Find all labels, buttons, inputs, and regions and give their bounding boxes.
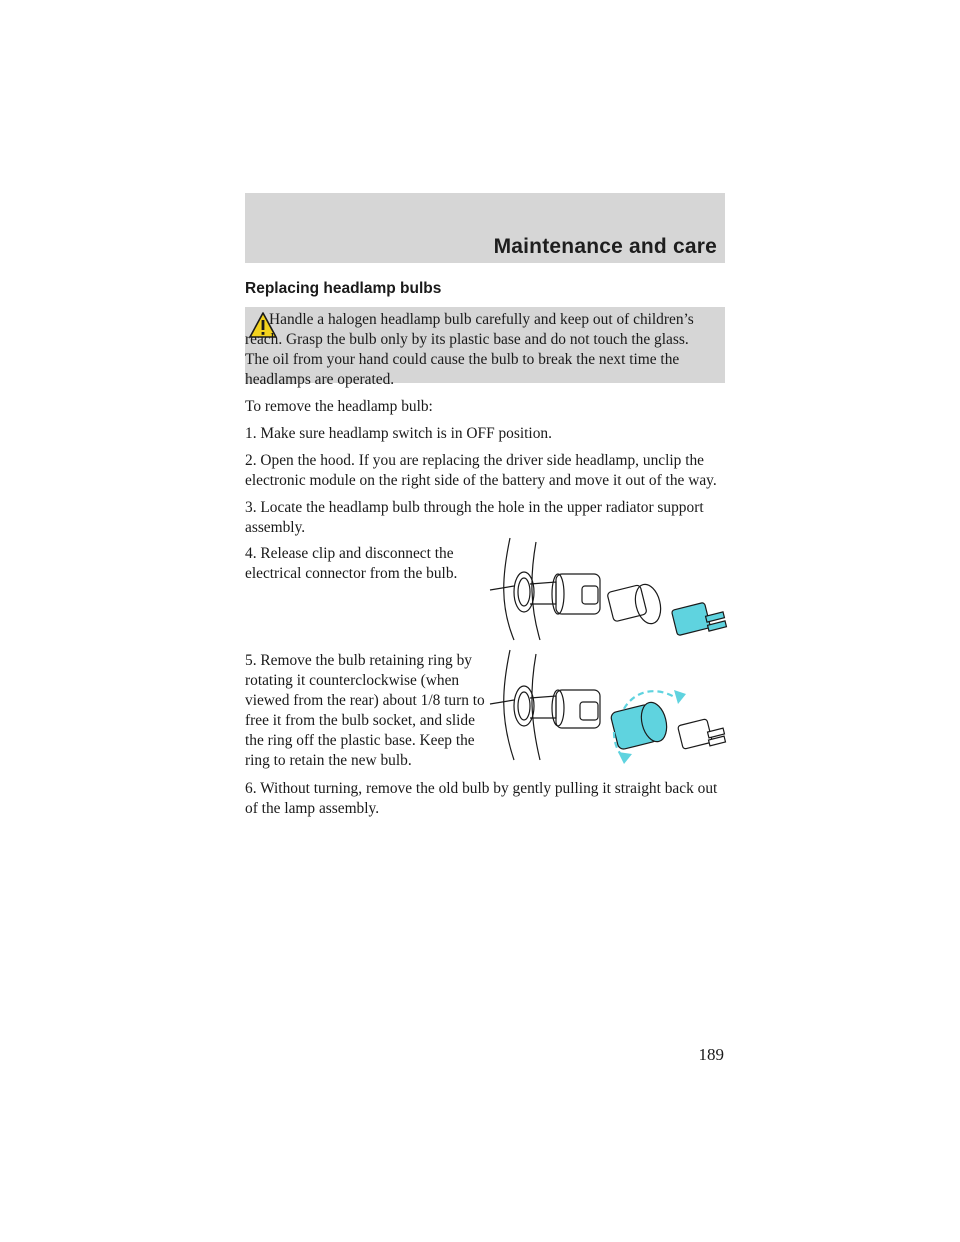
step-4: 4. Release clip and disconnect the electrical connector from the bulb. — [245, 545, 458, 582]
warning-box — [245, 307, 725, 388]
section-title: Replacing headlamp bulbs — [245, 280, 442, 297]
step-6: 6. Without turning, remove the old bulb by gently pulling it straight back out of the lamp assembly. — [245, 780, 718, 817]
intro-text: To remove the headlamp bulb: — [245, 398, 433, 415]
step-5: 5. Remove the bulb retaining ring by rotating it counterclockwise (when viewed from the rear) about 1/8 turn to free it from the bulb socket, and slide the ring off the plastic base. Keep the ring to retain the new bulb. — [245, 652, 485, 769]
chapter-title: Maintenance and care — [493, 235, 717, 258]
retaining-ring-illustration — [478, 648, 738, 764]
page-number: 189 — [698, 1045, 724, 1064]
connector-disconnect-illustration — [478, 536, 738, 646]
step-1: 1. Make sure headlamp switch is in OFF position. — [245, 425, 552, 442]
step-3: 3. Locate the headlamp bulb through the hole in the upper radiator support assembly. — [245, 499, 704, 536]
header-band — [245, 193, 725, 263]
step-2: 2. Open the hood. If you are replacing the driver side headlamp, unclip the electronic module on the right side of the battery and move it out of the way. — [245, 452, 717, 489]
warning-text: Handle a halogen headlamp bulb carefully and keep out of children’s reach. Grasp the bulb only by its plastic base and do not touch the glass. The oil from your hand could cause the bulb to break the next time the headlamps are operated. — [245, 311, 694, 388]
